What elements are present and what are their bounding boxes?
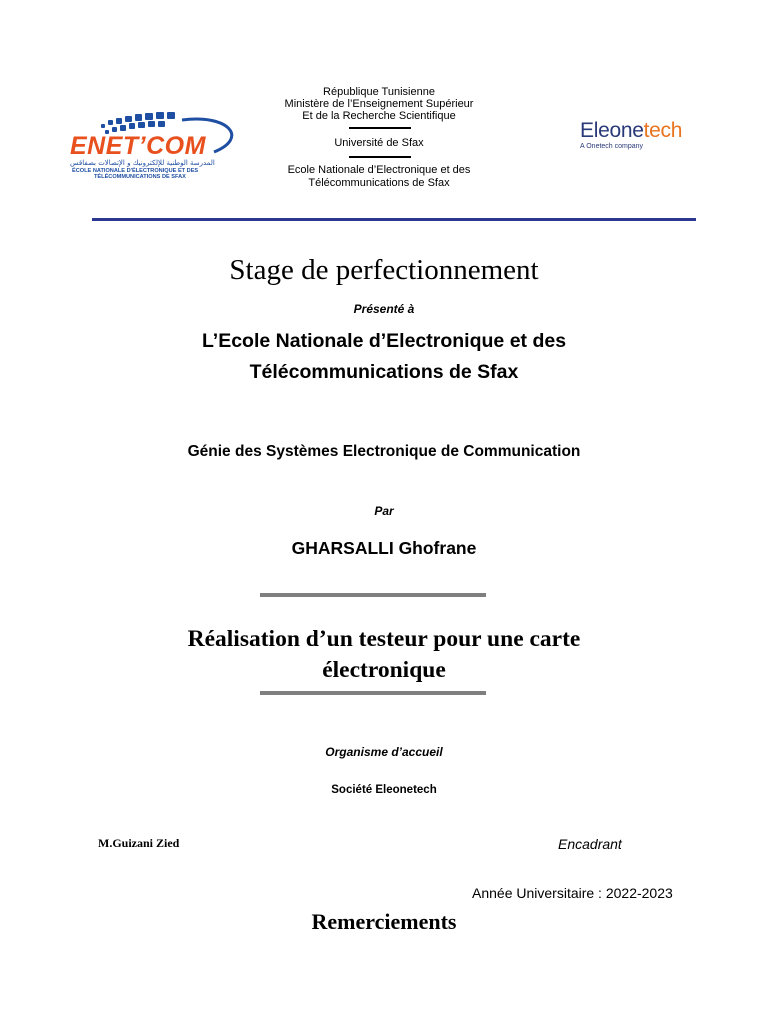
- enetcom-caption-line1: ÉCOLE NATIONALE D'ÉLECTRONIQUE ET DES: [72, 168, 199, 174]
- author-name: GHARSALLI Ghofrane: [291, 538, 477, 558]
- header-divider: [349, 127, 411, 129]
- header-school-line2: Télécommunications de Sfax: [308, 177, 450, 189]
- academic-year: Année Universitaire : 2022-2023: [472, 885, 673, 901]
- program-name: Génie des Systèmes Electronique de Communication: [187, 443, 581, 460]
- eleonetech-wordmark-part2: tech: [643, 119, 683, 142]
- enetcom-caption-line2: TÉLÉCOMMUNICATIONS DE SFAX: [94, 174, 186, 180]
- header-rule: [92, 218, 696, 221]
- header-school-line1: Ecole Nationale d’Electronique et des: [287, 164, 471, 176]
- subject-rule-top: [260, 593, 486, 597]
- presented-to: Présenté à: [353, 302, 415, 316]
- subject-rule-bottom: [260, 691, 486, 695]
- supervisor-name: M.Guizani Zied: [98, 836, 180, 850]
- eleonetech-wordmark-part1: Eleone: [580, 119, 644, 142]
- header-ministry-line1: Ministère de l’Enseignement Supérieur: [284, 98, 474, 110]
- header-ministry-line2: Et de la Recherche Scientifique: [302, 110, 456, 122]
- school-name-line1: L’Ecole Nationale d’Electronique et des: [201, 330, 567, 352]
- by-label: Par: [374, 504, 394, 518]
- subject-line2: électronique: [322, 657, 446, 683]
- enetcom-logo: [64, 104, 244, 182]
- subject-line1: Réalisation d’un testeur pour une carte: [187, 626, 581, 652]
- document-title: Stage de perfectionnement: [229, 254, 539, 286]
- remerciements-heading: Remerciements: [311, 909, 457, 934]
- eleonetech-logo: [580, 120, 710, 154]
- host-label: Organisme d’accueil: [325, 745, 443, 759]
- eleonetech-tagline: A Onetech company: [580, 143, 644, 150]
- header-republic: République Tunisienne: [323, 86, 435, 98]
- enetcom-arabic-name: المدرسة الوطنية للإلكترونيك و الإتصالات بصفاقس: [70, 159, 215, 167]
- header-divider-2: [349, 156, 411, 158]
- supervisor-role: Encadrant: [558, 836, 622, 852]
- host-name: Société Eleonetech: [331, 784, 437, 796]
- enetcom-wordmark: ENET’COM: [70, 132, 206, 160]
- eleonetech-wordmark: [580, 120, 710, 142]
- school-name-line2: Télécommunications de Sfax: [249, 361, 519, 383]
- header-university: Université de Sfax: [334, 137, 424, 149]
